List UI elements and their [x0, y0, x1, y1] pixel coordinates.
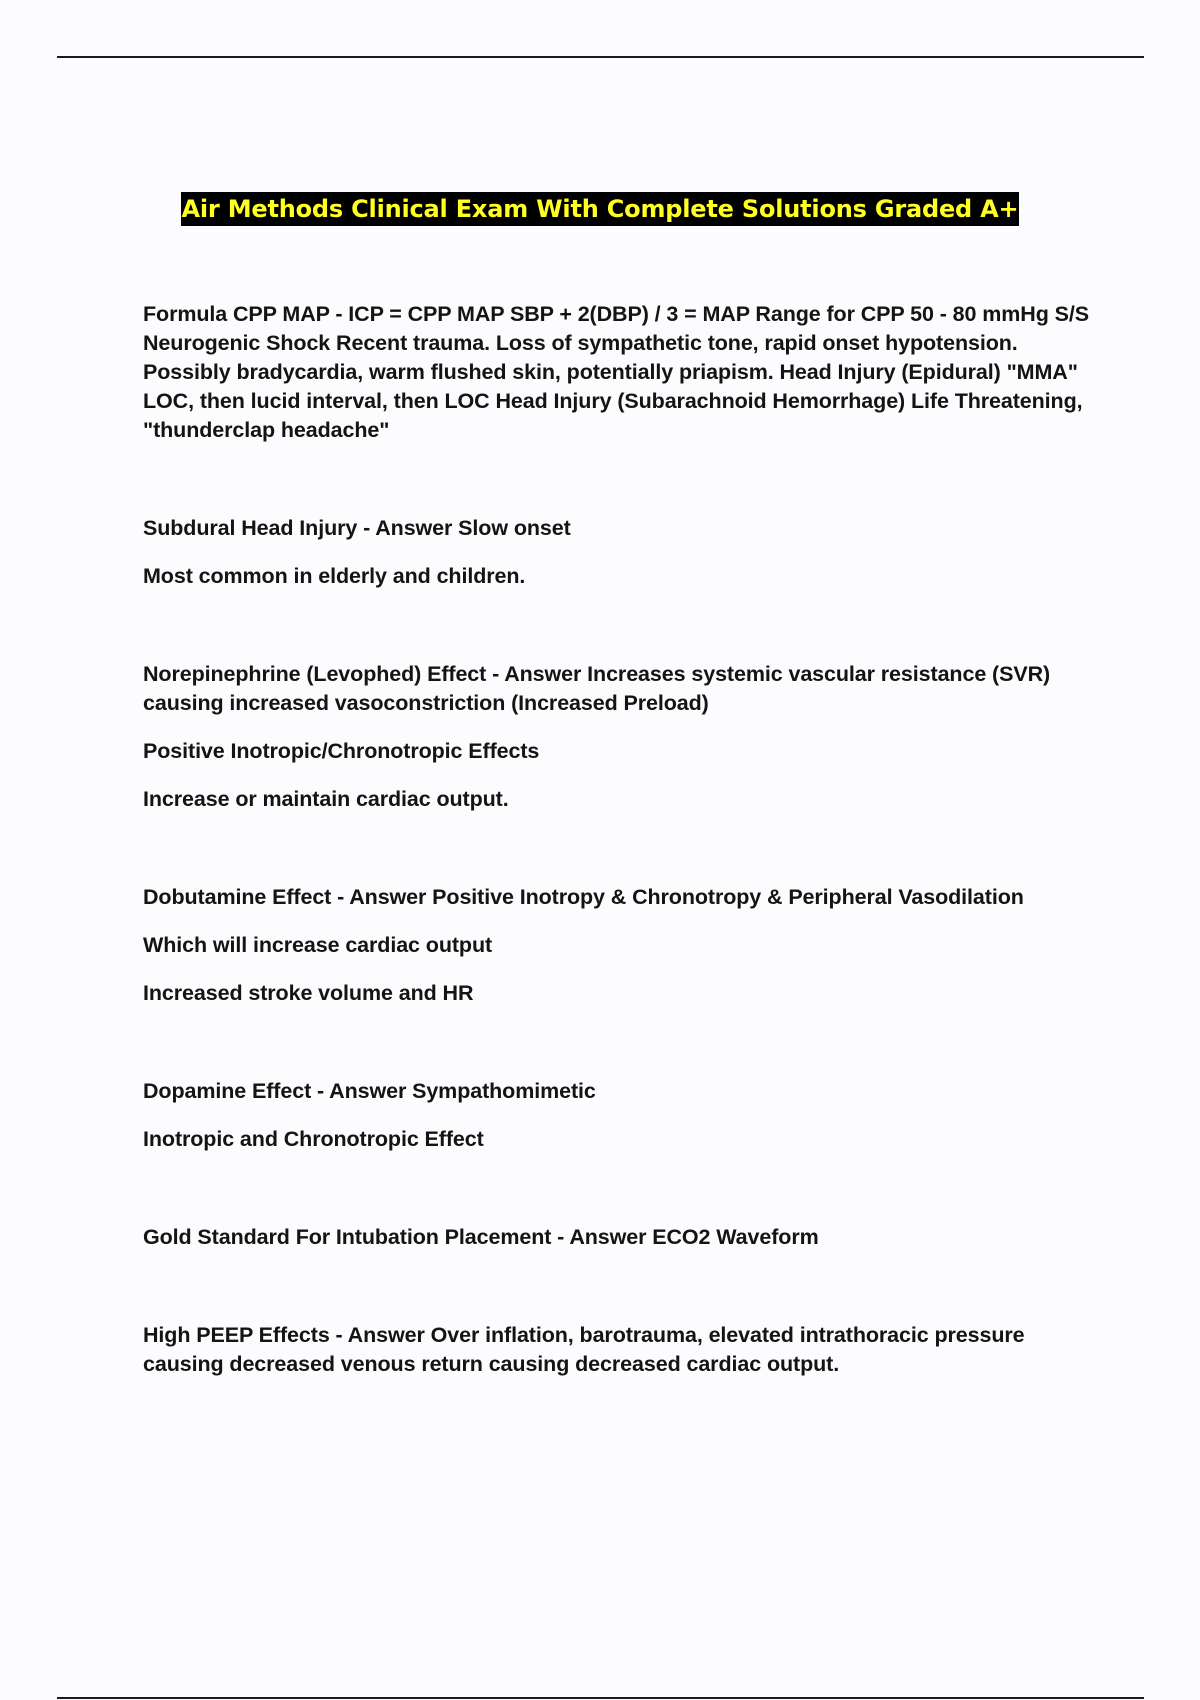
- qa-item: [143, 883, 1108, 1008]
- top-rule: [57, 56, 1144, 58]
- qa-item: [143, 300, 1108, 445]
- bottom-rule: [57, 1697, 1144, 1699]
- qa-paragraph: High PEEP Effects - Answer Over inflation, barotrauma, elevated intrathoracic pressure causing decreased venous return causing decreased cardiac output.: [143, 1323, 1025, 1376]
- qa-paragraph: Formula CPP MAP - ICP = CPP MAP SBP + 2(DBP) / 3 = MAP Range for CPP 50 - 80 mmHg S/S Neurogenic Shock Recent trauma. Loss of sympathetic tone, rapid onset hypotension. Possibly bradycardia, warm flushed skin, potentially priapism. Head Injury (Epidural) "MMA" LOC, then lucid interval, then LOC Head Injury (Subarachnoid Hemorrhage) Life Threatening, "thunderclap headache": [143, 302, 1089, 442]
- title-wrap: [0, 192, 1200, 226]
- qa-paragraph: Subdural Head Injury - Answer Slow onset: [143, 516, 571, 540]
- document-body: [143, 300, 1108, 1379]
- qa-paragraph: Dobutamine Effect - Answer Positive Inotropy & Chronotropy & Peripheral Vasodilation: [143, 885, 1024, 909]
- qa-paragraph: Which will increase cardiac output: [143, 933, 493, 957]
- qa-paragraph: Increased stroke volume and HR: [143, 981, 474, 1005]
- qa-paragraph: Norepinephrine (Levophed) Effect - Answer Increases systemic vascular resistance (SVR) causing increased vasoconstriction (Increased Preload): [143, 662, 1051, 715]
- qa-item: [143, 1321, 1108, 1379]
- qa-paragraph: Most common in elderly and children.: [143, 564, 526, 588]
- qa-paragraph: Inotropic and Chronotropic Effect: [143, 1127, 484, 1151]
- qa-item: [143, 514, 1108, 591]
- qa-item: [143, 1223, 1108, 1252]
- qa-item: [143, 1077, 1108, 1154]
- qa-paragraph: Dopamine Effect - Answer Sympathomimetic: [143, 1079, 596, 1103]
- document-title: Air Methods Clinical Exam With Complete Solutions Graded A+: [181, 192, 1020, 226]
- qa-paragraph: Positive Inotropic/Chronotropic Effects: [143, 739, 540, 763]
- qa-paragraph: Gold Standard For Intubation Placement - Answer ECO2 Waveform: [143, 1225, 819, 1249]
- qa-item: [143, 660, 1108, 814]
- qa-paragraph: Increase or maintain cardiac output.: [143, 787, 509, 811]
